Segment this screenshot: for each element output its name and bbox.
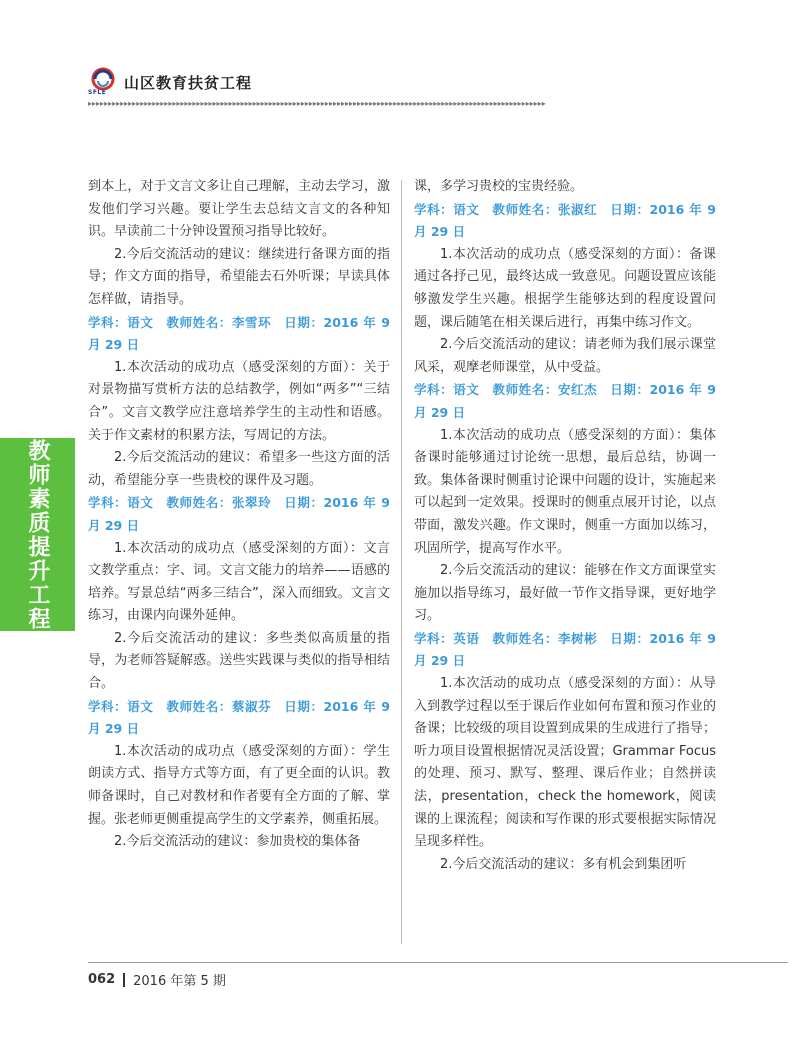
- page-footer: [88, 970, 226, 989]
- paragraph: 到本上，对于文言文多让自己理解，主动去学习，激发他们学习兴趣。要让学生去总结文言文的各种知识。早读前二十分钟设置预习指导比较好。: [88, 179, 390, 240]
- paragraph: 2.今后交流活动的建议：参加贵校的集体备: [114, 834, 361, 850]
- series-title: 山区教育扶贫工程: [124, 73, 253, 92]
- paragraph: 1.本次活动的成功点（感受深刻的方面）：备课通过各抒己见，最终达成一致意见。问题设置应该能够激发学生兴趣。根据学生能够达到的程度设置问题，课后随笔在相关课后进行，再集中练习作文。: [414, 246, 716, 330]
- paragraph: 1.本次活动的成功点（感受深刻的方面）：关于对景物描写赏析方法的总结教学，例如“两多”“三结合”。文言文教学应注意培养学生的主动性和语感。关于作文素材的积累方法，写周记的方法。: [88, 359, 390, 443]
- paragraph: 2.今后交流活动的建议：多些类似高质量的指导，为老师答疑解惑。送些实践课与类似的指导相结合。: [88, 630, 390, 692]
- entry-meta: 学科：语文 教师姓名：张翠玲 日期：2016 年 9 月 29 日: [88, 495, 390, 533]
- right-column: [414, 176, 716, 876]
- paragraph: 2.今后交流活动的建议：希望多一些这方面的活动，希望能分享一些贵校的课件及习题。: [88, 450, 390, 488]
- logo-text: SFLE: [88, 89, 107, 96]
- paragraph: 2.今后交流活动的建议：多有机会到集团听: [440, 856, 687, 872]
- paragraph: 2.今后交流活动的建议：继续进行备课方面的指导；作文方面的指导，希望能去石外听课；早读具体怎样做，请指导。: [88, 246, 390, 307]
- side-tab-label: 教师素质提升工程: [25, 438, 50, 631]
- paragraph: 课，多学习贵校的宝贵经验。: [414, 179, 584, 194]
- section-side-tab: [0, 438, 75, 631]
- page-number: 062: [88, 972, 116, 987]
- entry-meta: 学科：语文 教师姓名：安红杰 日期：2016 年 9 月 29 日: [414, 382, 716, 420]
- paragraph: 2.今后交流活动的建议：能够在作文方面课堂实施加以指导练习，最好做一节作文指导课，更好地学习。: [414, 563, 716, 624]
- issue-label: 2016 年第 5 期: [133, 974, 226, 989]
- paragraph: 1.本次活动的成功点（感受深刻的方面）：学生朗读方式、指导方式等方面，有了更全面的认识。教师备课时，自己对教材和作者要有全方面的了解、掌握。张老师更侧重提高学生的文学素养，侧重拓展。: [88, 743, 390, 827]
- paragraph: 1.本次活动的成功点（感受深刻的方面）：集体备课时能够通过讨论统一思想，最后总结，协调一致。集体备课时侧重讨论课中问题的设计，实施起来可以起到一定效果。授课时的侧重点展开讨论，以点带面，激发兴趣。作文课时，侧重一方面加以练习，巩固所学，提高写作水平。: [414, 427, 716, 556]
- logo: [88, 67, 118, 97]
- paragraph: 1.本次活动的成功点（感受深刻的方面）：文言文教学重点：字、词。文言文能力的培养——语感的培养。写景总结“两多三结合”，深入而细致。文言文练习，由课内向课外延伸。: [88, 540, 390, 624]
- entry-meta: 学科：语文 教师姓名：李雪环 日期：2016 年 9 月 29 日: [88, 314, 390, 353]
- left-column: [88, 176, 390, 854]
- entry-meta: 学科：语文 教师姓名：张淑红 日期：2016 年 9 月 29 日: [414, 201, 716, 240]
- dotted-divider: ▸▸▸▸▸▸▸▸▸▸▸▸▸▸▸▸▸▸▸▸▸▸▸▸▸▸▸▸▸▸▸▸▸▸▸▸▸▸▸▸▸▸▸▸▸▸▸▸▸▸▸▸▸▸▸▸▸▸▸▸▸▸▸▸▸▸▸▸▸▸▸▸▸▸▸▸▸▸▸▸▸▸▸▸▸▸▸▸▸▸▸▸▸▸▸▸▸▸▸▸▸▸▸▸▸▸▸▸▸▸▸▸▸▸: [88, 100, 546, 108]
- entry-meta: 学科：英语 教师姓名：李树彬 日期：2016 年 9 月 29 日: [414, 630, 716, 669]
- entry-meta: 学科：语文 教师姓名：蔡淑芬 日期：2016 年 9 月 29 日: [88, 698, 390, 737]
- page-header: [88, 66, 768, 98]
- footer-separator: [123, 973, 125, 987]
- paragraph: 1.本次活动的成功点（感受深刻的方面）：从导入到教学过程以至于课后作业如何布置和预习作业的备课；比较级的项目设置到成果的生成进行了指导；听力项目设置根据情况灵活设置；Grammar Focus 的处理、预习、默写、整理、课后作业；自然拼读法，presentation，check the homework，阅读课的上课流程；阅读和写作课的形式要根据实际情况呈现多样性。: [414, 676, 716, 850]
- paragraph: 2.今后交流活动的建议：请老师为我们展示课堂风采，观摩老师课堂，从中受益。: [414, 337, 716, 375]
- column-divider: [401, 180, 402, 944]
- footer-rule: [88, 962, 788, 963]
